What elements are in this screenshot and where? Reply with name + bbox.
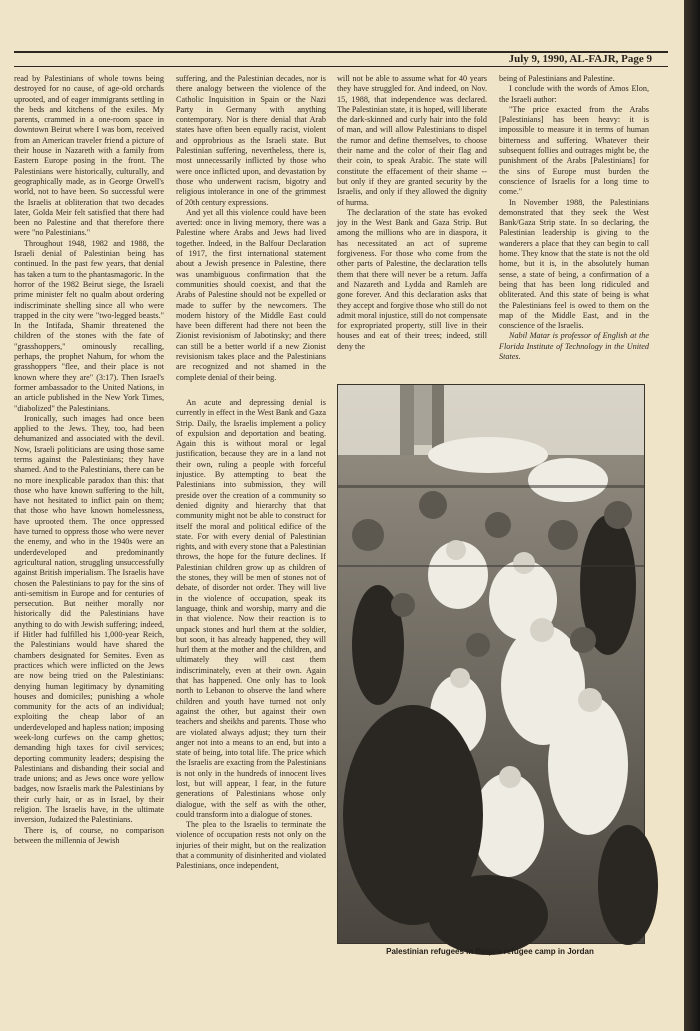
paragraph: The declaration of the state has evoked joy in the West Bank and Gaza Strip. But among the millions who are in diaspora, it has necessitated an act of supreme forgiveness. For those who come from the other parts of Palestine, the declaration tells them that there will never be a return. Jaffa and Nazareth and Lydda and Ramleh are gone forever. And this declaration asks that they accept and forgive those who still do not admit moral injustice, still do not compensate for expropriated property, still live in their houses and eat of their trees; indeed, still deny the	[337, 207, 487, 351]
paragraph: The plea to the Israelis to terminate the violence of occupation rests not only on the injuries of their might, but on the realization that a community of disinherited and violated Palestinians, once independent,	[176, 820, 326, 871]
paragraph: being of Palestinians and Palestine.	[499, 74, 615, 83]
block-quote: "The price exacted from the Arabs [Palestinians] has been heavy: it is impossible to measure it in terms of human bitterness and suffering. Whatever their subsequent follies and outrages might be, the punishment of the Arabs [Palestinians] for the sins of Europe must burden the conscience of Israelis for a long time to come."	[499, 104, 649, 197]
article-column-3	[337, 74, 487, 384]
paragraph: And yet all this violence could have been averted: once in living memory, there was a Palestine where Arabs and Jews had lived together. Indeed, in the Balfour Declaration of 1917, the first international statement about a Jewish presence in Palestine, there was unambiguous confirmation that the communities should coexist, and that the Arabs of Palestine should not be expelled or made to suffer by the newcomers. The modern history of the Middle East could have been different had there not been the Zionist revisionism of Jabotinsky; and there can still be a better world if a new Zionist revisionism takes place and the Palestinians are recognized and not shamed in the complete denial of their being.	[176, 207, 326, 382]
binding-edge	[684, 0, 700, 1031]
photo-caption: Palestinian refugees in Baqa'a refugee camp in Jordan	[386, 947, 594, 956]
article-column-2-continued	[176, 398, 326, 958]
photo-image	[338, 385, 644, 943]
paragraph: will not be able to assume what for 40 years they have struggled for. And indeed, on Nov. 15, 1988, that independence was declared. The Palestinian state, it is hoped, will liberate the dark-skinned and curly hair into the fold of man, and will allow Palestinians to dispel the rumor and define themselves, to choose their name and the color of their flag and their coin, to speak Arabic. The state will constitute the effacement of their shame -- but only if they are granted security by the Israelis, and only if they allowed the dignity of hurma.	[337, 74, 487, 207]
article-column-4	[499, 74, 649, 389]
paragraph: Ironically, such images had once been applied to the Jews. They, too, had been dehumanized and associated with the devil. Now, Israeli politicians are using those same terms against the Palestinians; they have shamed. And to the Palestinians, there can be no more inexplicable paradox than this: that those who have known suffering to the hilt, have not hesitated to inflict pain on them; that those who have known homelessness, have uprooted them. The once oppressed have turned to oppress those who were never the enemy, and who in the 1940s were an underdeveloped and predominantly agricultural nation, struggling unsuccessfully against British imperialism. The Israelis have chosen the Palestinians to pay for the sins of anti-semitism in Europe and for centuries of persecution. But neither morally nor historically did the Palestinians have anything to do with Jewish suffering; indeed, if Hitler had fulfilled his 1,000-year Reich, the Palestinians would have shared the chambers designated for Semites. Even as practices which were inflicted on the Jews are now being tried on the Palestinians: denying human legitimacy by dynamiting houses and domiciles; punishing a whole community for the acts of an individual; exploiting the cheap labor of an underdeveloped and hapless nation; imposing week-long curfews on the camp ghettos; demanding high taxes for civil services; deporting community leaders; despising the Palestinians and disbanding their social and trade unions; and as Jews once wore yellow badges, now Israelis mark the Palestinians by their curly hair, or as in Israel, by their religion. The Israelis have, in the ultimate inversion, Judaized the Palestinians.	[14, 413, 164, 825]
author-bio: Nabil Matar is professor of English at the Florida Institute of Technology in the United States.	[499, 331, 649, 362]
paragraph: There is, of course, no comparison between the millennia of Jewish	[14, 825, 164, 845]
paragraph: read by Palestinians of whole towns being destroyed for no cause, of age-old orchards uprooted, and of eager immigrants settling in the beds and kitchens of the exiles. My parents, crammed in a one-room space in downtown Beirut where I was born, received from an American traveler friend a picture of their house in Nazareth with a family from Eastern Europe posing in the front. The Palestinians were historically, culturally, and geographically made, as in George Orwell's world, not to have been. So successful were the Israelis at obliteration that two decades later, Golda Meir felt satisfied that there had been no Palestine and that therefore there were "no Palestinians."	[14, 74, 164, 238]
header-rule-lower	[14, 66, 668, 67]
paragraph: I conclude with the words of Amos Elon, the Israeli author:	[499, 84, 649, 104]
article-column-1	[14, 74, 164, 1020]
refugee-camp-photo	[337, 384, 645, 944]
page-folio: July 9, 1990, AL-FAJR, Page 9	[508, 53, 652, 65]
paragraph: Throughout 1948, 1982 and 1988, the Israeli denial of Palestinian being has continued. In the past few years, that denial has taken a turn to the phantasmagoric. In the horror of the 1982 Beirut siege, the Israeli prime minister felt no qualm about ordering indiscriminate shelling since all who were trapped in the city were "two-legged beasts." In the Intifada, Shamir threatened the children of the stones with the fate of "grasshoppers," ominously recalling, perhaps, the prophet Nahum, for whom the grasshoppers "flee, and their place is not known where they are" (3:17). Then Israel's former ambassador to the United Nations, in an article published in the New York Times, "diabolized" the Palestinians.	[14, 238, 164, 413]
paragraph: An acute and depressing denial is currently in effect in the West Bank and Gaza Strip. Daily, the Israelis implement a policy of expulsion and deportation and beating. Again this is without moral or legal justification, because they are in a land not their own, ruling a people with forceful injustice. By attempting to beat the Palestinians into submission, they will preside over the creation of a community so denied dignity and hierarchy that that community might not be able to construct for itself the moral and political edifice of the state. For with every denial of Palestinian rights, and with every stone that a Palestinian throws, the hope for the future declines. If Palestinian children grow up as children of the stones, they will be men of stones not of debate, of disorder not order. They will live in the violence of occupation, speak its language, think and worship, marry and die in that violence. Now their reaction is to unpack stones and hurl them at the soldier, but soon, it has already happened, they will hurl them at the mother and the children, and ultimately they will cast them indiscriminately, even at their own. Again that has happened. One only has to look north to Lebanon to observe the land where children and youth have turned not only against the other, but against their own teachers and sheikhs and parents. Those who are violated always adjust; they turn their anger not into a means to an end, but into a state of being, into total life. The price which the Israelis are exacting from the Palestinians is not only in the hundreds of innocent lives lost, but will appear, I fear, in the future generations of Palestinians whose only dialogue, with the self as with the other, could transform into a dialogue of stones.	[176, 398, 326, 819]
paragraph: suffering, and the Palestinian decades, nor is there analogy between the violence of the Catholic Inquisition in Spain or the Nazi Party in Germany with anything contemporary. Nor is there denial that Arab states have often been equally racist, violent and opprobrious as the Israeli state. But Palestinian suffering, nevertheless, there is, most unnecessarily inflicted by those who were once inflicted upon, and devastation by those who underwent racism, bigotry and religious intolerance in one of the grimmest of 20th century expressions.	[176, 74, 326, 207]
article-column-2	[176, 74, 326, 382]
paragraph: In November 1988, the Palestinians demonstrated that they seek the West Bank/Gaza Strip state. In so declaring, the Palestinian leadership is giving to the wanderers a place that they can begin to call home. They know that the state is not the old home, but it is, in the absolutely human sense, a state of being, a confirmation of a being that has been long ridiculed and obliterated. And this state of being is what the Palestinians feel is owed to them on the map of the Middle East, and in the conscience of the Israelis.	[499, 197, 649, 331]
